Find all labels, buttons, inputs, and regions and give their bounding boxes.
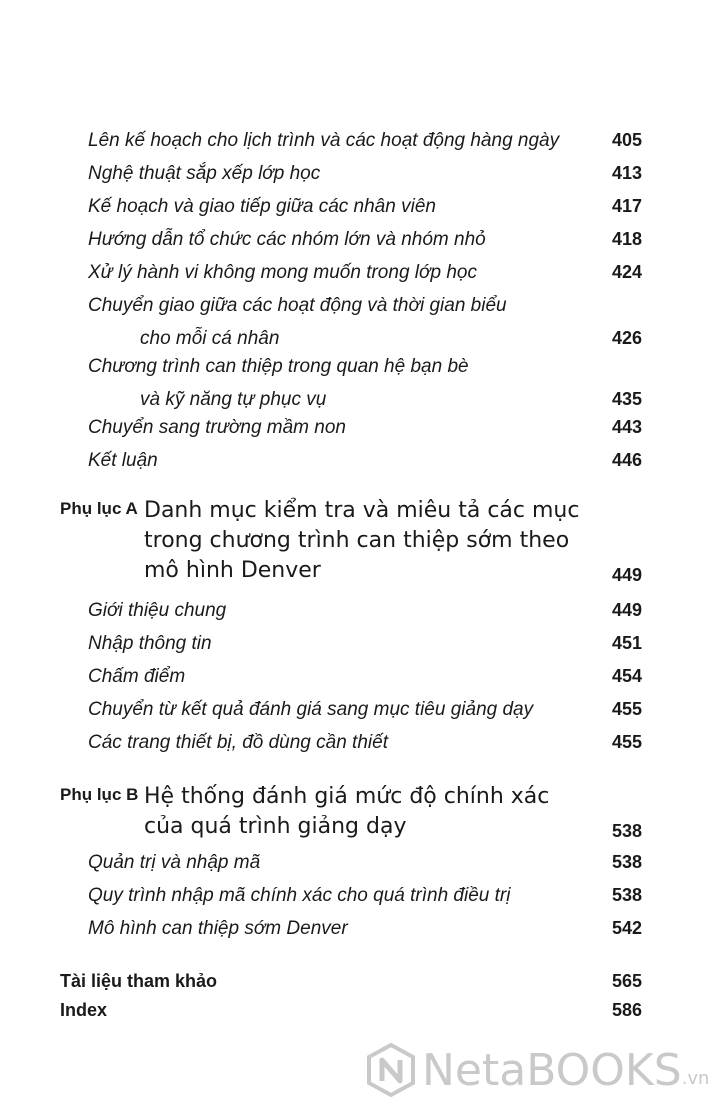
appendix-title: [144, 782, 642, 842]
toc-entry[interactable]: [88, 190, 642, 223]
toc-entry-title: Xử lý hành vi không mong muốn trong lớp học: [88, 262, 477, 283]
toc-entry-page: 446: [611, 450, 642, 470]
watermark-tld: .vn: [681, 1067, 709, 1089]
toc-entry[interactable]: [88, 444, 642, 477]
toc-entry[interactable]: [88, 594, 642, 627]
toc-entry-title-continued: và kỹ năng tự phục vụ: [140, 389, 327, 410]
appendix-title-line: Danh mục kiểm tra và miêu tả các mục: [144, 498, 580, 523]
toc-entry-page: 443: [611, 417, 642, 437]
toc-entry-title: Chương trình can thiệp trong quan hệ bạn bè: [88, 356, 469, 377]
toc-entry-title: Quy trình nhập mã chính xác cho quá trình điều trị: [88, 885, 511, 906]
toc-entry-title: Quản trị và nhập mã: [88, 852, 261, 873]
toc-entry[interactable]: [88, 289, 642, 355]
toc-entry-page: 405: [611, 130, 642, 150]
toc-entry-title: Chuyển từ kết quả đánh giá sang mục tiêu giảng dạy: [88, 699, 534, 720]
toc-entry-title: Mô hình can thiệp sớm Denver: [88, 918, 348, 939]
toc-entry-page: 586: [611, 1000, 642, 1020]
toc-entry[interactable]: [88, 726, 642, 759]
toc-entry-title: Kế hoạch và giao tiếp giữa các nhân viên: [88, 196, 436, 217]
toc-entry-page: 565: [611, 971, 642, 991]
toc-entry-title: Các trang thiết bị, đồ dùng cần thiết: [88, 732, 388, 753]
toc-entry-page: 542: [611, 918, 642, 938]
toc-entry-title: Tài liệu tham khảo: [60, 971, 218, 991]
toc-backmatter-entry[interactable]: [60, 966, 642, 996]
appendix-title-line: của quá trình giảng dạy: [144, 814, 407, 839]
toc-entry-title: Kết luận: [88, 450, 158, 471]
toc-entry-page: 538: [611, 885, 642, 905]
toc-entry[interactable]: [88, 157, 642, 190]
toc-entry-title: Chấm điểm: [88, 666, 186, 687]
toc-entry[interactable]: [88, 846, 642, 879]
toc-entry-page: 424: [611, 262, 642, 282]
toc-entry[interactable]: [88, 124, 642, 157]
appendix-title: [144, 496, 642, 586]
toc-entry-page: 417: [611, 196, 642, 216]
appendix-page: 449: [611, 565, 642, 585]
toc-entry-page: 454: [611, 666, 642, 686]
toc-entry[interactable]: [88, 627, 642, 660]
toc-entry-page: 455: [611, 732, 642, 752]
toc-entry[interactable]: [88, 660, 642, 693]
toc-entry-title-continued: cho mỗi cá nhân: [140, 328, 280, 349]
watermark-text: NetaBOOKS: [422, 1044, 682, 1096]
toc-entry-title: Giới thiệu chung: [88, 600, 227, 621]
toc-entry[interactable]: [88, 879, 642, 912]
toc-entry-title: Lên kế hoạch cho lịch trình và các hoạt động hàng ngày: [88, 130, 560, 151]
toc-entry-page: 449: [611, 600, 642, 620]
toc-entry-page: 538: [611, 852, 642, 872]
toc-entry[interactable]: [88, 912, 642, 945]
toc-entry-title: Index: [60, 1000, 108, 1020]
toc-entry-page: 426: [611, 328, 642, 348]
toc-entry-title: Nghệ thuật sắp xếp lớp học: [88, 163, 321, 184]
appendix-label: Phụ lục A: [60, 499, 138, 518]
toc-entry-title: Hướng dẫn tổ chức các nhóm lớn và nhóm nhỏ: [88, 229, 486, 250]
appendix-a-heading[interactable]: [60, 496, 642, 586]
appendix-label: Phụ lục B: [60, 785, 139, 804]
toc-entry-page: 451: [611, 633, 642, 653]
appendix-title-line: Hệ thống đánh giá mức độ chính xác: [144, 784, 550, 809]
toc-entry-page: 413: [611, 163, 642, 183]
toc-entry-page: 418: [611, 229, 642, 249]
toc-entry-page: 455: [611, 699, 642, 719]
toc-entry[interactable]: [88, 223, 642, 256]
watermark: [366, 1042, 709, 1098]
toc-entry-title: Chuyển sang trường mầm non: [88, 417, 346, 438]
toc-entry-title: Chuyển giao giữa các hoạt động và thời gian biểu: [88, 295, 507, 316]
toc-entry[interactable]: [88, 693, 642, 726]
toc-entry-title: Nhập thông tin: [88, 633, 212, 654]
toc-backmatter-entry[interactable]: [60, 995, 642, 1025]
toc-entry[interactable]: [88, 256, 642, 289]
toc-entry[interactable]: [88, 350, 642, 416]
appendix-title-line: trong chương trình can thiệp sớm theo: [144, 528, 570, 553]
toc-entry-page: 435: [611, 389, 642, 409]
toc-entry[interactable]: [88, 411, 642, 444]
appendix-b-heading[interactable]: [60, 782, 642, 842]
appendix-page: 538: [611, 821, 642, 841]
netabooks-logo-icon: [366, 1043, 416, 1097]
appendix-title-line: mô hình Denver: [144, 558, 321, 583]
